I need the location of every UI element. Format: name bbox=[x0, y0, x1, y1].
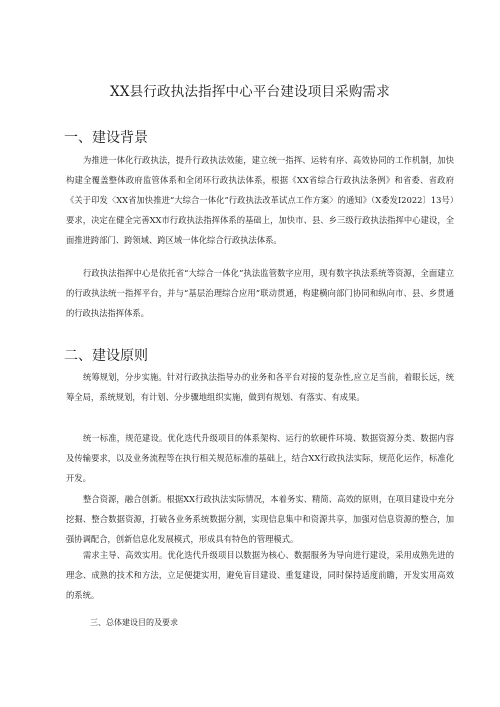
section-heading-principles: 二、建设原则 bbox=[64, 348, 148, 364]
paragraph: 为推进一体化行政执法，提升行政执法效能，建立统一指挥、运转有序、高效协同的工作机制，加快构建全覆盖整体政府监管体系和全闭环行政执法体系，根据《XX省综合行政执法条例》和省委、省政府《关于印发〈XX省加快推进“大综合一体化”行政执法改革试点工作方案〉的通知》（X委发I2022〕13号）要求，决定在健全完善XX市行政执法指挥体系的基础上，加快市、县、乡三级行政执法指挥中心建设，全面推进跨部门、跨领域、跨区域一体化综合行政执法体系。 bbox=[66, 155, 454, 245]
document-title: XX县行政执法指挥中心平台建设项目采购需求 bbox=[110, 84, 390, 100]
paragraph: 整合资源，融合创新。根据XX行政执法实际情况，本着务实、精简、高效的原则，在项目建设中充分挖掘、整合数据资源，打破各业务系统数据分割，实现信息集中和资源共享，加强对信息资源的整合，加强协调配合，创新信息化发展模式，形成具有特色的管理模式。 bbox=[66, 494, 454, 544]
paragraph: 统一标准，规范建设。优化迭代升级项目的体系架构、运行的软硬件环境、数据资源分类、数据内容及传输要求，以及业务流程等在执行相关规范标准的基础上，结合XX行政执法实际，规范化运作，标准化开发。 bbox=[66, 433, 454, 483]
paragraph: 行政执法指挥中心是依托省“大综合一体化”执法监管数字应用，现有数字执法系统等资源，全面建立的行政执法统一指挥平台，并与“基层治理综合应用”联动贯通，构建横向部门协同和纵向市、县、乡贯通的行政执法指挥体系。 bbox=[66, 268, 454, 318]
section-heading-goals: 三、总体建设目的及要求 bbox=[90, 618, 178, 627]
section-heading-background: 一、建设背景 bbox=[64, 130, 148, 146]
paragraph: 需求主导、高效实用。优化迭代升级项目以数据为核心、数据服务为导向进行建设，采用成熟先进的理念、成熟的技术和方法，立足便捷实用，避免盲目建设、重复建设，同时保持适度前瞻，开发实用高效的系统。 bbox=[66, 550, 454, 600]
paragraph: 统筹规划，分步实施。针对行政执法指导办的业务和各平台对接的复杂性,应立足当前，着眼长远，统筹全局，系统规划，有计划、分步骤地组织实施，做到有规划、有落实、有成果。 bbox=[66, 372, 454, 402]
